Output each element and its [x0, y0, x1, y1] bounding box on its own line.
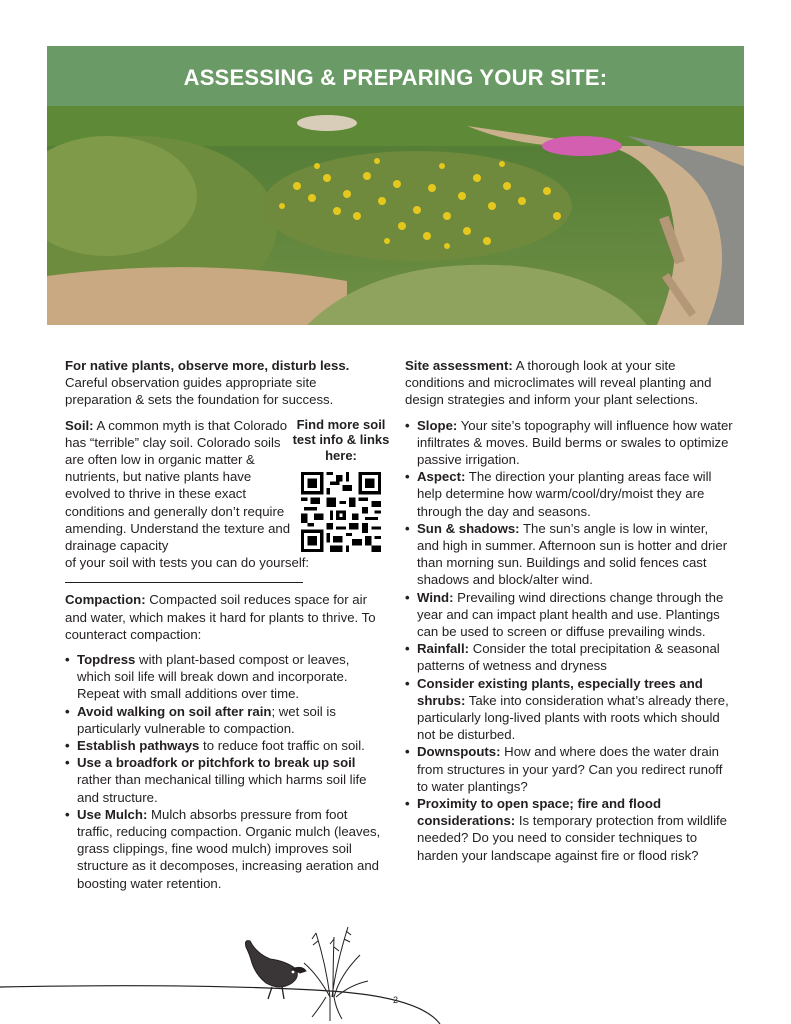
list-item — [405, 520, 733, 589]
soil-text: A common myth is that Colorado has “terrible” clay soil. Colorado soils are often low in organic matter & nutrients, but native plants have evolved to thrive in these exact conditions and generally don’t require amending. Understand the texture and drainage capacity — [65, 417, 291, 554]
soil-section — [65, 416, 390, 572]
list-item-bold: Aspect: — [417, 469, 466, 485]
assessment-paragraph — [405, 357, 733, 409]
grass-plant-icon — [304, 927, 368, 1021]
list-item-text: rather than mechanical tilling which harms soil life and structure. — [77, 772, 367, 805]
wren-bird-icon — [246, 941, 307, 999]
list-item-text: Mulch absorbs pressure from foot traffic, reducing compaction. Organic mulch (leaves, grass clippings, fine wood mulch) improves soil structure as it decomposes, increasing aeration and boosting water retention. — [77, 806, 381, 891]
list-item — [65, 806, 383, 892]
compaction-label: Compaction: — [65, 592, 146, 608]
garden-photo-illustration — [47, 106, 744, 325]
list-item — [65, 651, 383, 703]
list-item — [405, 417, 733, 469]
compaction-list — [65, 651, 383, 892]
list-item-bold: Use a broadfork or pitchfork to break up soil — [77, 755, 356, 771]
page-title: ASSESSING & PREPARING YOUR SITE: — [183, 65, 608, 90]
list-item — [65, 703, 383, 737]
assessment-label: Site assessment: — [405, 358, 513, 373]
list-item-text: Your site’s topography will influence how water infiltrates & moves. Build berms or swales to optimize passive irrigation. — [417, 417, 733, 468]
list-item-bold: Proximity to open space; fire and flood considerations: — [417, 796, 662, 829]
list-item-bold: Avoid walking on soil after rain — [77, 703, 272, 719]
soil-label: Soil: — [65, 417, 94, 433]
list-item-bold: Slope: — [417, 417, 458, 433]
list-item — [405, 675, 733, 744]
assessment-list — [405, 417, 733, 864]
list-item-bold: Topdress — [77, 652, 136, 668]
list-item — [405, 743, 733, 795]
list-item-bold: Use Mulch: — [77, 806, 148, 822]
right-column — [405, 357, 733, 864]
title-banner — [47, 46, 744, 106]
list-item-bold: Wind: — [417, 589, 454, 605]
list-item-text: The direction your planting areas face will help determine how warm/cool/dry/moist they are through the day and seasons. — [417, 469, 712, 519]
list-item-text: How and where does the water drain from structures in your yard? Can you redirect runoff to water plantings? — [417, 744, 723, 794]
section-divider — [65, 582, 303, 583]
soil-paragraph — [65, 417, 295, 555]
list-item-bold: Downspouts: — [417, 744, 501, 760]
list-item — [65, 737, 383, 754]
page-number: 2 — [393, 995, 399, 1005]
list-item — [405, 795, 733, 864]
left-column — [65, 357, 390, 892]
footer-illustration — [0, 925, 791, 1024]
list-item-text: The sun’s angle is low in winter, and high in summer. Afternoon sun is hotter and drier than morning sun. Buildings and solid fences cast shadows and block/alter wind. — [417, 520, 728, 588]
list-item-text: Prevailing wind directions change through the year and can impact plant health and use. Plantings can be used to screen or diffuse prevailing winds. — [417, 589, 724, 640]
intro-text: Careful observation guides appropriate site preparation & sets the foundation for success. — [65, 375, 334, 408]
list-item-text: Is temporary protection from wildlife needed? Do you need to consider techniques to harden your landscape against fire or flood risk? — [417, 813, 728, 863]
compaction-paragraph — [65, 591, 383, 643]
list-item — [405, 468, 733, 520]
ground-line — [0, 986, 440, 1024]
list-item-bold: Establish pathways — [77, 738, 200, 754]
garden-photo — [47, 106, 744, 325]
compaction-text: Compacted soil reduces space for air and water, which makes it hard for plants to thrive. To counteract compaction: — [65, 592, 376, 642]
soil-tail: of your soil with tests you can do yourself: — [65, 555, 310, 571]
qr-code-icon[interactable] — [301, 472, 381, 552]
list-item-bold: Consider existing plants, especially trees and shrubs: — [417, 675, 703, 708]
assessment-text: A thorough look at your site conditions and microclimates will reveal planting and design strategies and inform your plant selections. — [405, 358, 712, 408]
list-item-text: Consider the total precipitation & seasonal patterns of wetness and dryness — [417, 641, 720, 674]
list-item-bold: Rainfall: — [417, 641, 470, 657]
list-item-text: with plant-based compost or leaves, which soil life will break down and incorporate. Repeat with small additions over time. — [77, 652, 350, 702]
intro-paragraph — [65, 357, 383, 409]
list-item — [405, 589, 733, 641]
list-item-text: ; wet soil is particularly vulnerable to compaction. — [77, 703, 336, 736]
list-item — [405, 640, 733, 674]
qr-callout — [291, 417, 391, 553]
intro-bold: For native plants, observe more, disturb less. — [65, 358, 350, 373]
list-item — [65, 754, 383, 806]
list-item-text: to reduce foot traffic on soil. — [199, 738, 365, 754]
list-item-bold: Sun & shadows: — [417, 520, 520, 536]
list-item-text: Take into consideration what’s already there, particularly long-lived plants with roots which should not be disturbed. — [417, 692, 729, 743]
qr-title: Find more soil test info & links here: — [292, 416, 390, 463]
